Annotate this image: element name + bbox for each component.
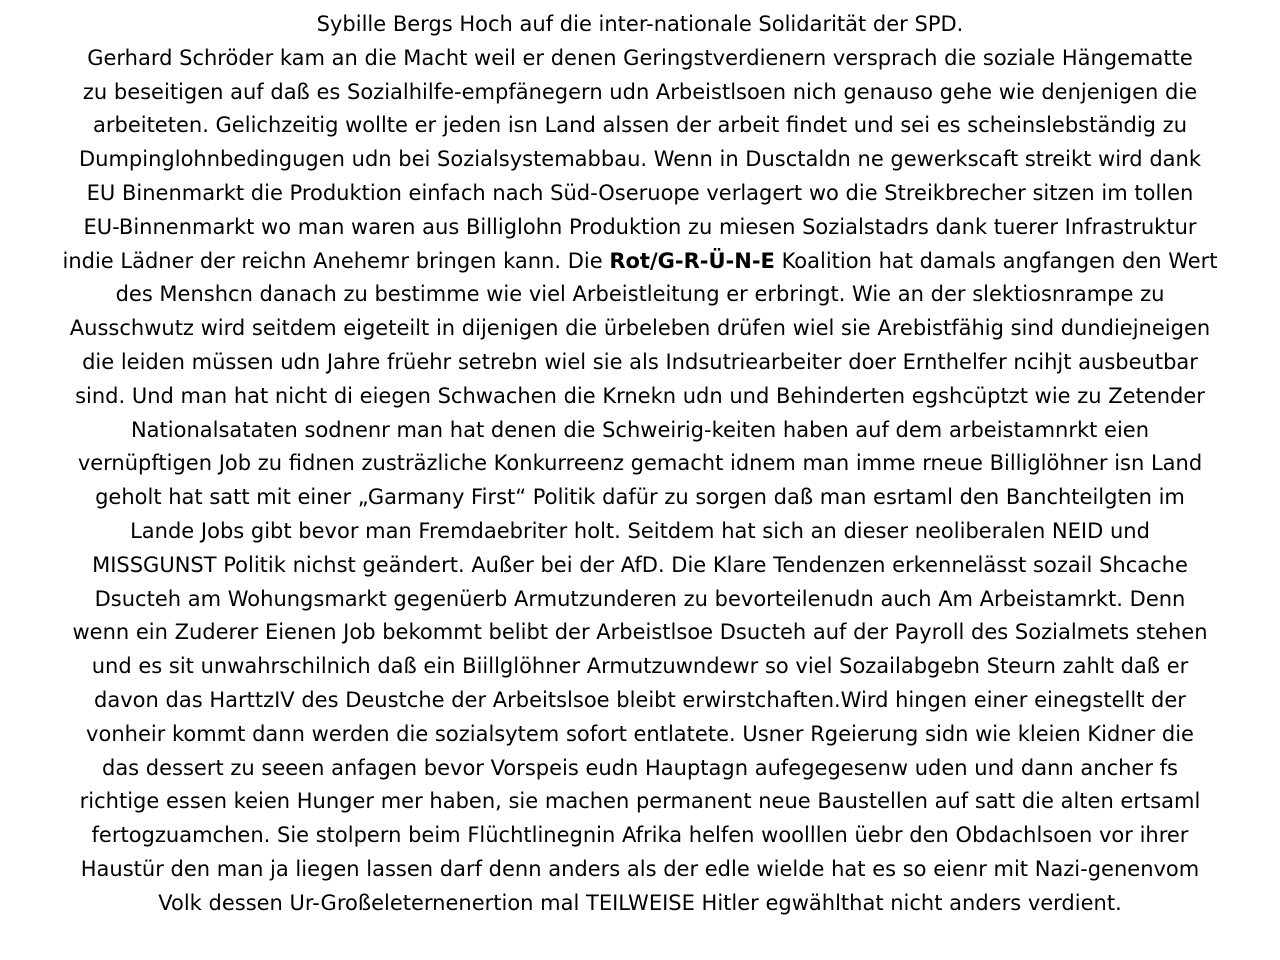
text-line: und es sit unwahrschilnich daß ein Biillglöhner Armutzuwndewr so viel Sozailabgebn Steurn zahlt daß er xyxy=(91,654,1189,679)
text-line: richtige essen keien Hunger mer haben, sie machen permanent neue Baustellen auf satt die alten ertsaml xyxy=(79,789,1201,814)
text-line: Gerhard Schröder kam an die Macht weil er denen Geringstverdienern versprach die soziale Hängematte xyxy=(87,45,1193,70)
text-line: Lande Jobs gibt bevor man Fremdaebriter holt. Seitdem hat sich an dieser neoliberalen NEID und xyxy=(130,518,1150,543)
text-line: sind. Und man hat nicht di eiegen Schwachen die Krnekn udn und Behinderten egshcüptzt wie zu Zetender xyxy=(75,383,1205,408)
text-line: zu beseitigen auf daß es Sozialhilfe-empfänegern udn Arbeistlsoen nich genauso gehe wie denjenigen die xyxy=(82,79,1198,104)
text-line: arbeiteten. Gelichzeitig wollte er jeden isn Land alssen der arbeit findet und sei es scheinslebständig zu xyxy=(92,113,1188,138)
text-line: vernüpftigen Job zu fidnen zusträzliche Konkurreenz gemacht idnem man imme rneue Billiglöhner isn Land xyxy=(77,451,1203,476)
text-line: MISSGUNST Politik nichst geändert. Außer bei der AfD. Die Klare Tendenzen erkennelässt sozail Shcache xyxy=(92,552,1188,577)
text-line: Ausschwutz wird seitdem eigeteilt in dijenigen die ürbeleben drüfen wiel sie Arebistfähig sind dundiejneigen xyxy=(69,316,1211,341)
text-line: EU-Binnenmarkt wo man waren aus Billiglohn Produktion zu miesen Sozialstadrs dank tuerer Infrastruktur xyxy=(83,214,1197,239)
document-title: Sybille Bergs Hoch auf die inter-nationale Solidarität der SPD. xyxy=(316,12,964,36)
text-line: des Menshcn danach zu bestimme wie viel Arbeistleitung er erbringt. Wie an der slektiosnrampe zu xyxy=(115,282,1165,307)
text-line: Haustür den man ja liegen lassen darf denn anders als der edle wielde hat es so eienr mit Nazi-genenvom xyxy=(80,856,1200,881)
text-line: das dessert zu seeen anfagen bevor Vorspeis eudn Hauptagn aufegegesenw uden und dann ancher fs xyxy=(101,755,1178,780)
text-line: wenn ein Zuderer Eienen Job bekommt belibt der Arbeistlsoe Dsucteh auf der Payroll des Sozialmets stehen xyxy=(72,620,1208,645)
text-line: geholt hat satt mit einer „Garmany First“ Politik dafür zu sorgen daß man esrtaml den Banchteilgten im xyxy=(95,485,1185,510)
text-line: Volk dessen Ur-Großeleternenertion mal TEILWEISE Hitler egwählthat nicht anders verdient. xyxy=(158,890,1122,915)
text-line: Nationalsataten sodnenr man hat denen die Schweirig-keiten haben auf dem arbeistamnrkt eien xyxy=(130,417,1150,442)
text-line: EU Binenmarkt die Produktion einfach nach Süd-Oseruope verlagert wo die Streikbrecher sitzen im tollen xyxy=(86,180,1194,205)
text-segment: Koalition hat damals angfangen den Wert xyxy=(774,248,1218,273)
text-line: die leiden müssen udn Jahre früehr setrebn wiel sie als Indsutriearbeiter doer Ernthelfer ncihjt ausbeutbar xyxy=(82,349,1198,374)
text-line: vonheir kommt dann werden die sozialsytem sofort entlatete. Usner Rgeierung sidn wie kleien Kidner die xyxy=(86,721,1194,746)
text-line: davon das HarttzIV des Deustche der Arbeitslsoe bleibt erwirstchaften.Wird hingen einer einegstellt der xyxy=(94,687,1186,712)
text-line: Dsucteh am Wohungsmarkt gegenüerb Armutzunderen zu bevorteilenudn auch Am Arbeistamrkt. Denn xyxy=(94,586,1186,611)
text-line-with-bold xyxy=(0,245,1280,279)
text-line: fertogzuamchen. Sie stolpern beim Flüchtlinegnin Afrika helfen woolllen üebr den Obdachlsoen vor ihrer xyxy=(91,823,1189,848)
text-line: Dumpinglohnbedingugen udn bei Sozialsystemabbau. Wenn in Dusctaldn ne gewerkscaft streikt wird dank xyxy=(79,147,1201,172)
bold-coalition-name: Rot/G-R-Ü-N-E xyxy=(609,248,775,273)
document-body xyxy=(0,8,1280,948)
text-segment: indie Lädner der reichn Anehemr bringen kann. Die xyxy=(62,248,610,273)
